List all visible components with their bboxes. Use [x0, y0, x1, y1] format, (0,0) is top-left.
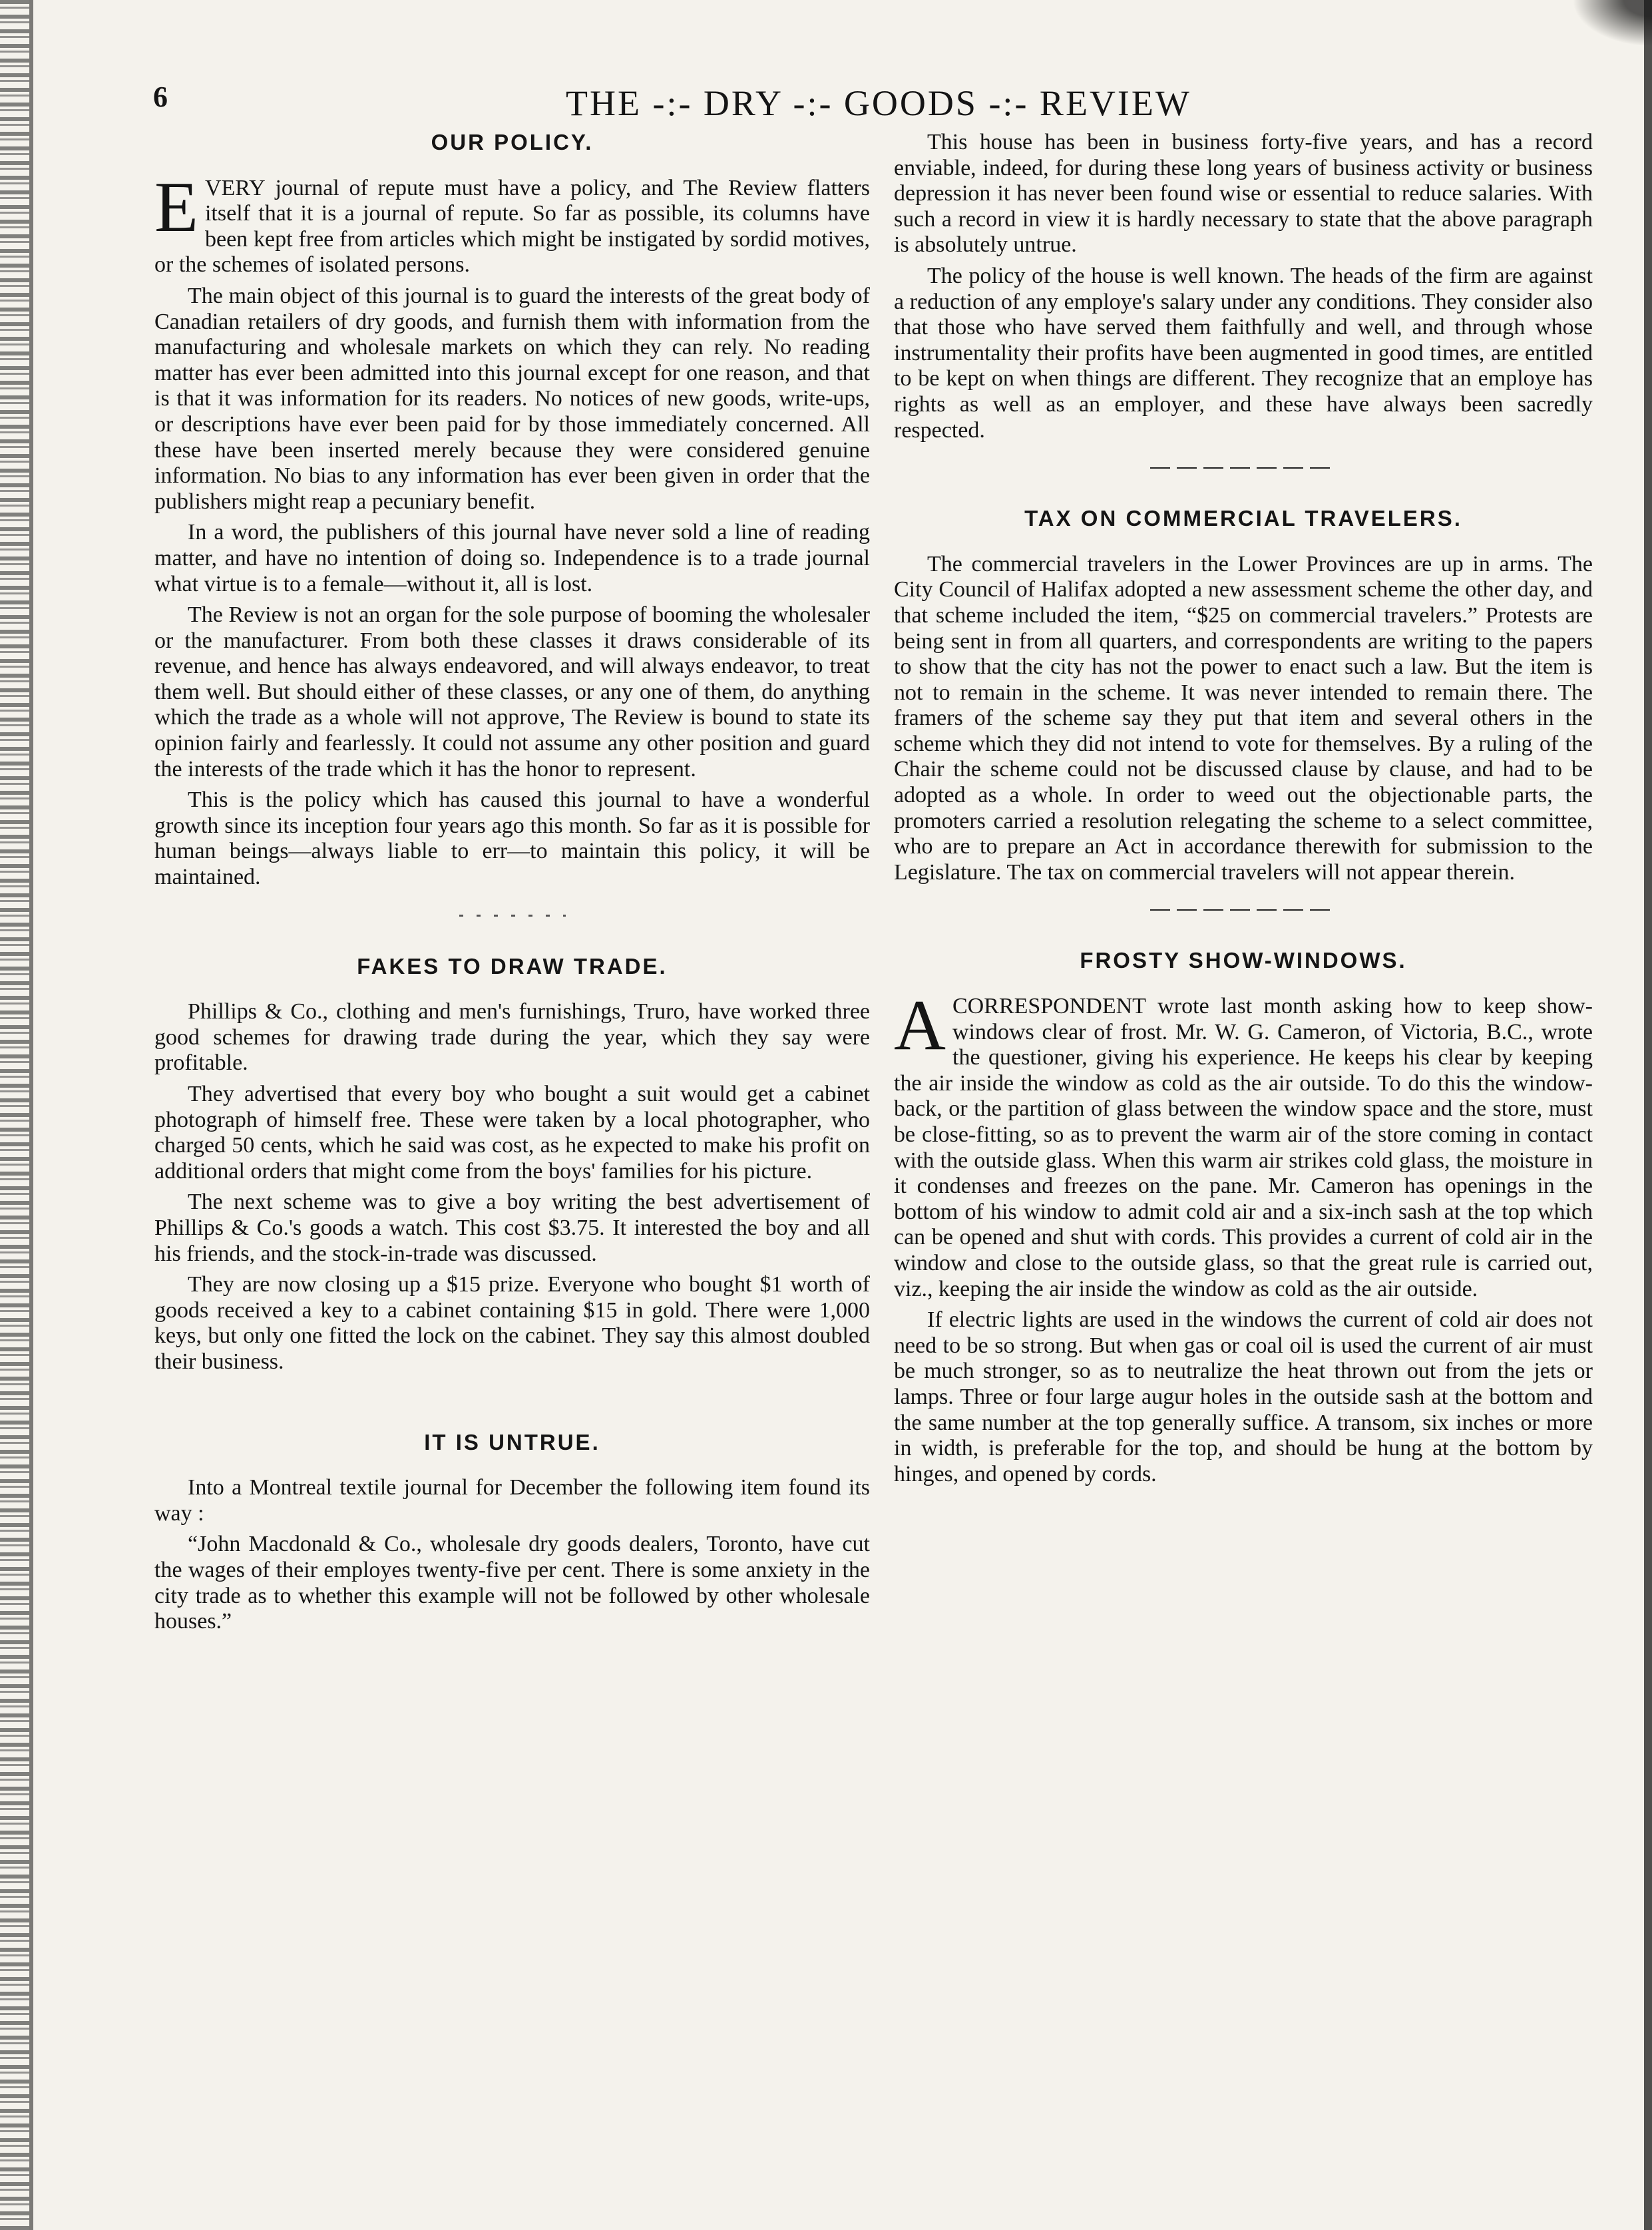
right-edge	[1644, 0, 1652, 2230]
frosty-text-1: wrote last month asking how to keep show-windows clear of frost. Mr. W. G. Cameron, of Victoria, B.C., wrote the questioner, giving his experience. He keeps his clear by keeping the air inside the window as cold as the air outside. To do this the window-back, or the partition of glass between the window space and the store, must be close-fitting, so as to prevent the warm air of the store coming in contact with the outside glass. When this warm air strikes cold glass, the moisture in it condenses and freezes on the pane. Mr. Cameron has openings in the bottom of his window to admit cold air and a six-inch sash at the top which can be opened and shut with cords. This provides a current of cold air in the window and close to the outside glass, so that the great rule is carried out, viz., keeping the air inside the window as cold as the air outside.	[894, 994, 1593, 1301]
untrue-paragraph-3: This house has been in business forty-five years, and has a record enviable, indeed, for during these long years of business activity or business depression it has never been found wise or essential to reduce salaries. With such a record in view it is hardly necessary to state that the above paragraph is absolutely untrue.	[894, 130, 1593, 258]
frosty-paragraph-2: If electric lights are used in the windows the current of cold air does not need to be so strong. But when gas or coal oil is used the current of air must be much stronger, so as to neutralize the heat thrown out from the jets or lamps. Three or four large augur holes in the outside sash at the bottom and the same number at the top generally suffice. A transom, six inches or more in width, is preferable for the top, and should be hung at the bottom by hinges, and opened by cords.	[894, 1307, 1593, 1486]
fakes-paragraph-1: Phillips & Co., clothing and men's furnishings, Truro, have worked three good schemes for drawing trade during the year, which they say were profitable.	[154, 999, 870, 1076]
policy-paragraph-1	[154, 167, 870, 278]
heading-tax: TAX ON COMMERCIAL TRAVELERS.	[1024, 506, 1462, 531]
corner-smudge	[1572, 0, 1652, 47]
section-divider	[459, 915, 566, 917]
dropcap-e: E	[154, 167, 198, 247]
fakes-paragraph-4: They are now closing up a $15 prize. Everyone who bought $1 worth of goods received a key to a cabinet containing $15 in gold. There were 1,000 keys, but only one fitted the lock on the cabinet. They say this almost doubled their business.	[154, 1272, 870, 1374]
frosty-lead: CORRESPONDENT	[952, 994, 1146, 1019]
binding-edge	[0, 0, 29, 2230]
section-divider	[1150, 467, 1337, 469]
untrue-paragraph-4: The policy of the house is well known. The heads of the firm are against a reduction of any employe's salary under any conditions. They consider also that those who have served them faithfully and well, and through whose instrumentality their profits have been augmented in good times, are entitled to be kept on when things are different. They recognize that an employe has rights as well as an employer, and these have always been sacredly respected.	[894, 263, 1593, 443]
untrue-paragraph-2: “John Macdonald & Co., wholesale dry goods dealers, Toronto, have cut the wages of their employes twenty-five per cent. There is some anxiety in the city trade as to whether this example will not be followed by other wholesale houses.”	[154, 1532, 870, 1634]
section-divider	[1150, 909, 1337, 911]
section-spacer	[154, 1381, 870, 1425]
page-number: 6	[153, 81, 168, 113]
tax-paragraph-1: The commercial travelers in the Lower Provinces are up in arms. The City Council of Halifax adopted a new assessment scheme the other day, and that scheme included the item, “$25 on commercial travelers.” Protests are being sent in from all quarters, and correspondents are writing to the papers to show that the city has not the power to enact such a law. But the item is not to remain in the scheme. It was never intended to remain there. The framers of the scheme say they put that item and several others in the scheme which they did not intend to vote for themselves. By a ruling of the Chair the scheme could not be discussed clause by clause, and had to be adopted as a whole. In order to weed out the objectionable parts, the promoters carried a resolution relegating the scheme to a select committee, who are to prepare an Act in accordance therewith for submission to the Legislature. The tax on commercial travelers will not appear therein.	[894, 551, 1593, 885]
heading-frosty: FROSTY SHOW-WINDOWS.	[1080, 948, 1407, 973]
policy-paragraph-4: The Review is not an organ for the sole purpose of booming the wholesaler or the manufacturer. From both these classes it draws considerable of its revenue, and hence has always endeavored, and will always endeavor, to treat them well. But should either of these classes, or any one of them, do anything which the trade as a whole will not approve, The Review is bound to state its opinion fairly and fearlessly. It could not assume any other position and guard the interests of the trade which it has the honor to represent.	[154, 602, 870, 781]
page-header	[153, 80, 1579, 133]
fakes-paragraph-3: The next scheme was to give a boy writing the best advertisement of Phillips & Co.'s goods a watch. This cost $3.75. It interested the boy and all his friends, and the stock-in-trade was discussed.	[154, 1190, 870, 1266]
heading-fakes: FAKES TO DRAW TRADE.	[357, 953, 668, 979]
policy-paragraph-3: In a word, the publishers of this journal have never sold a line of reading matter, and have no intention of doing so. Independence is to a trade journal what virtue is to a female—without it, all is lost.	[154, 520, 870, 596]
policy-paragraph-5: This is the policy which has caused this journal to have a wonderful growth since its inception four years ago this month. So far as it is possible for human beings—always liable to err—to maintain this policy, it will be maintained.	[154, 787, 870, 890]
policy-text-1: journal of repute must have a policy, and The Review flatters itself that it is a journal of repute. So far as possible, its columns have been kept free from articles which might be instigated by sordid motives, or the schemes of isolated persons.	[154, 175, 870, 278]
binding-line	[29, 0, 33, 2230]
right-column	[894, 130, 1593, 1492]
policy-lead: VERY	[204, 175, 266, 200]
running-title: THE -:- DRY -:- GOODS -:- REVIEW	[566, 83, 1191, 123]
untrue-paragraph-1: Into a Montreal textile journal for December the following item found its way :	[154, 1475, 870, 1526]
left-column	[154, 130, 870, 1640]
policy-paragraph-2: The main object of this journal is to guard the interests of the great body of Canadian retailers of dry goods, and furnish them with information from the manufacturing and wholesale markets on which they can rely. No reading matter has ever been admitted into this journal except for one reason, and that is that it was information for its readers. No notices of new goods, write-ups, or descriptions have ever been paid for by those immediately concerned. All these have been inserted merely because they were considered genuine information. No bias to any information has ever been given in order that the publishers might reap a pecuniary benefit.	[154, 283, 870, 514]
frosty-paragraph-1	[894, 986, 1593, 1302]
heading-our-policy: OUR POLICY.	[431, 130, 594, 154]
heading-untrue: IT IS UNTRUE.	[424, 1429, 600, 1454]
dropcap-a: A	[894, 986, 946, 1066]
fakes-paragraph-2: They advertised that every boy who bought a suit would get a cabinet photograph of himself free. These were taken by a local photographer, who charged 50 cents, which he said was cost, as he expected to make his profit on additional orders that might come from the boys' families for his picture.	[154, 1082, 870, 1184]
